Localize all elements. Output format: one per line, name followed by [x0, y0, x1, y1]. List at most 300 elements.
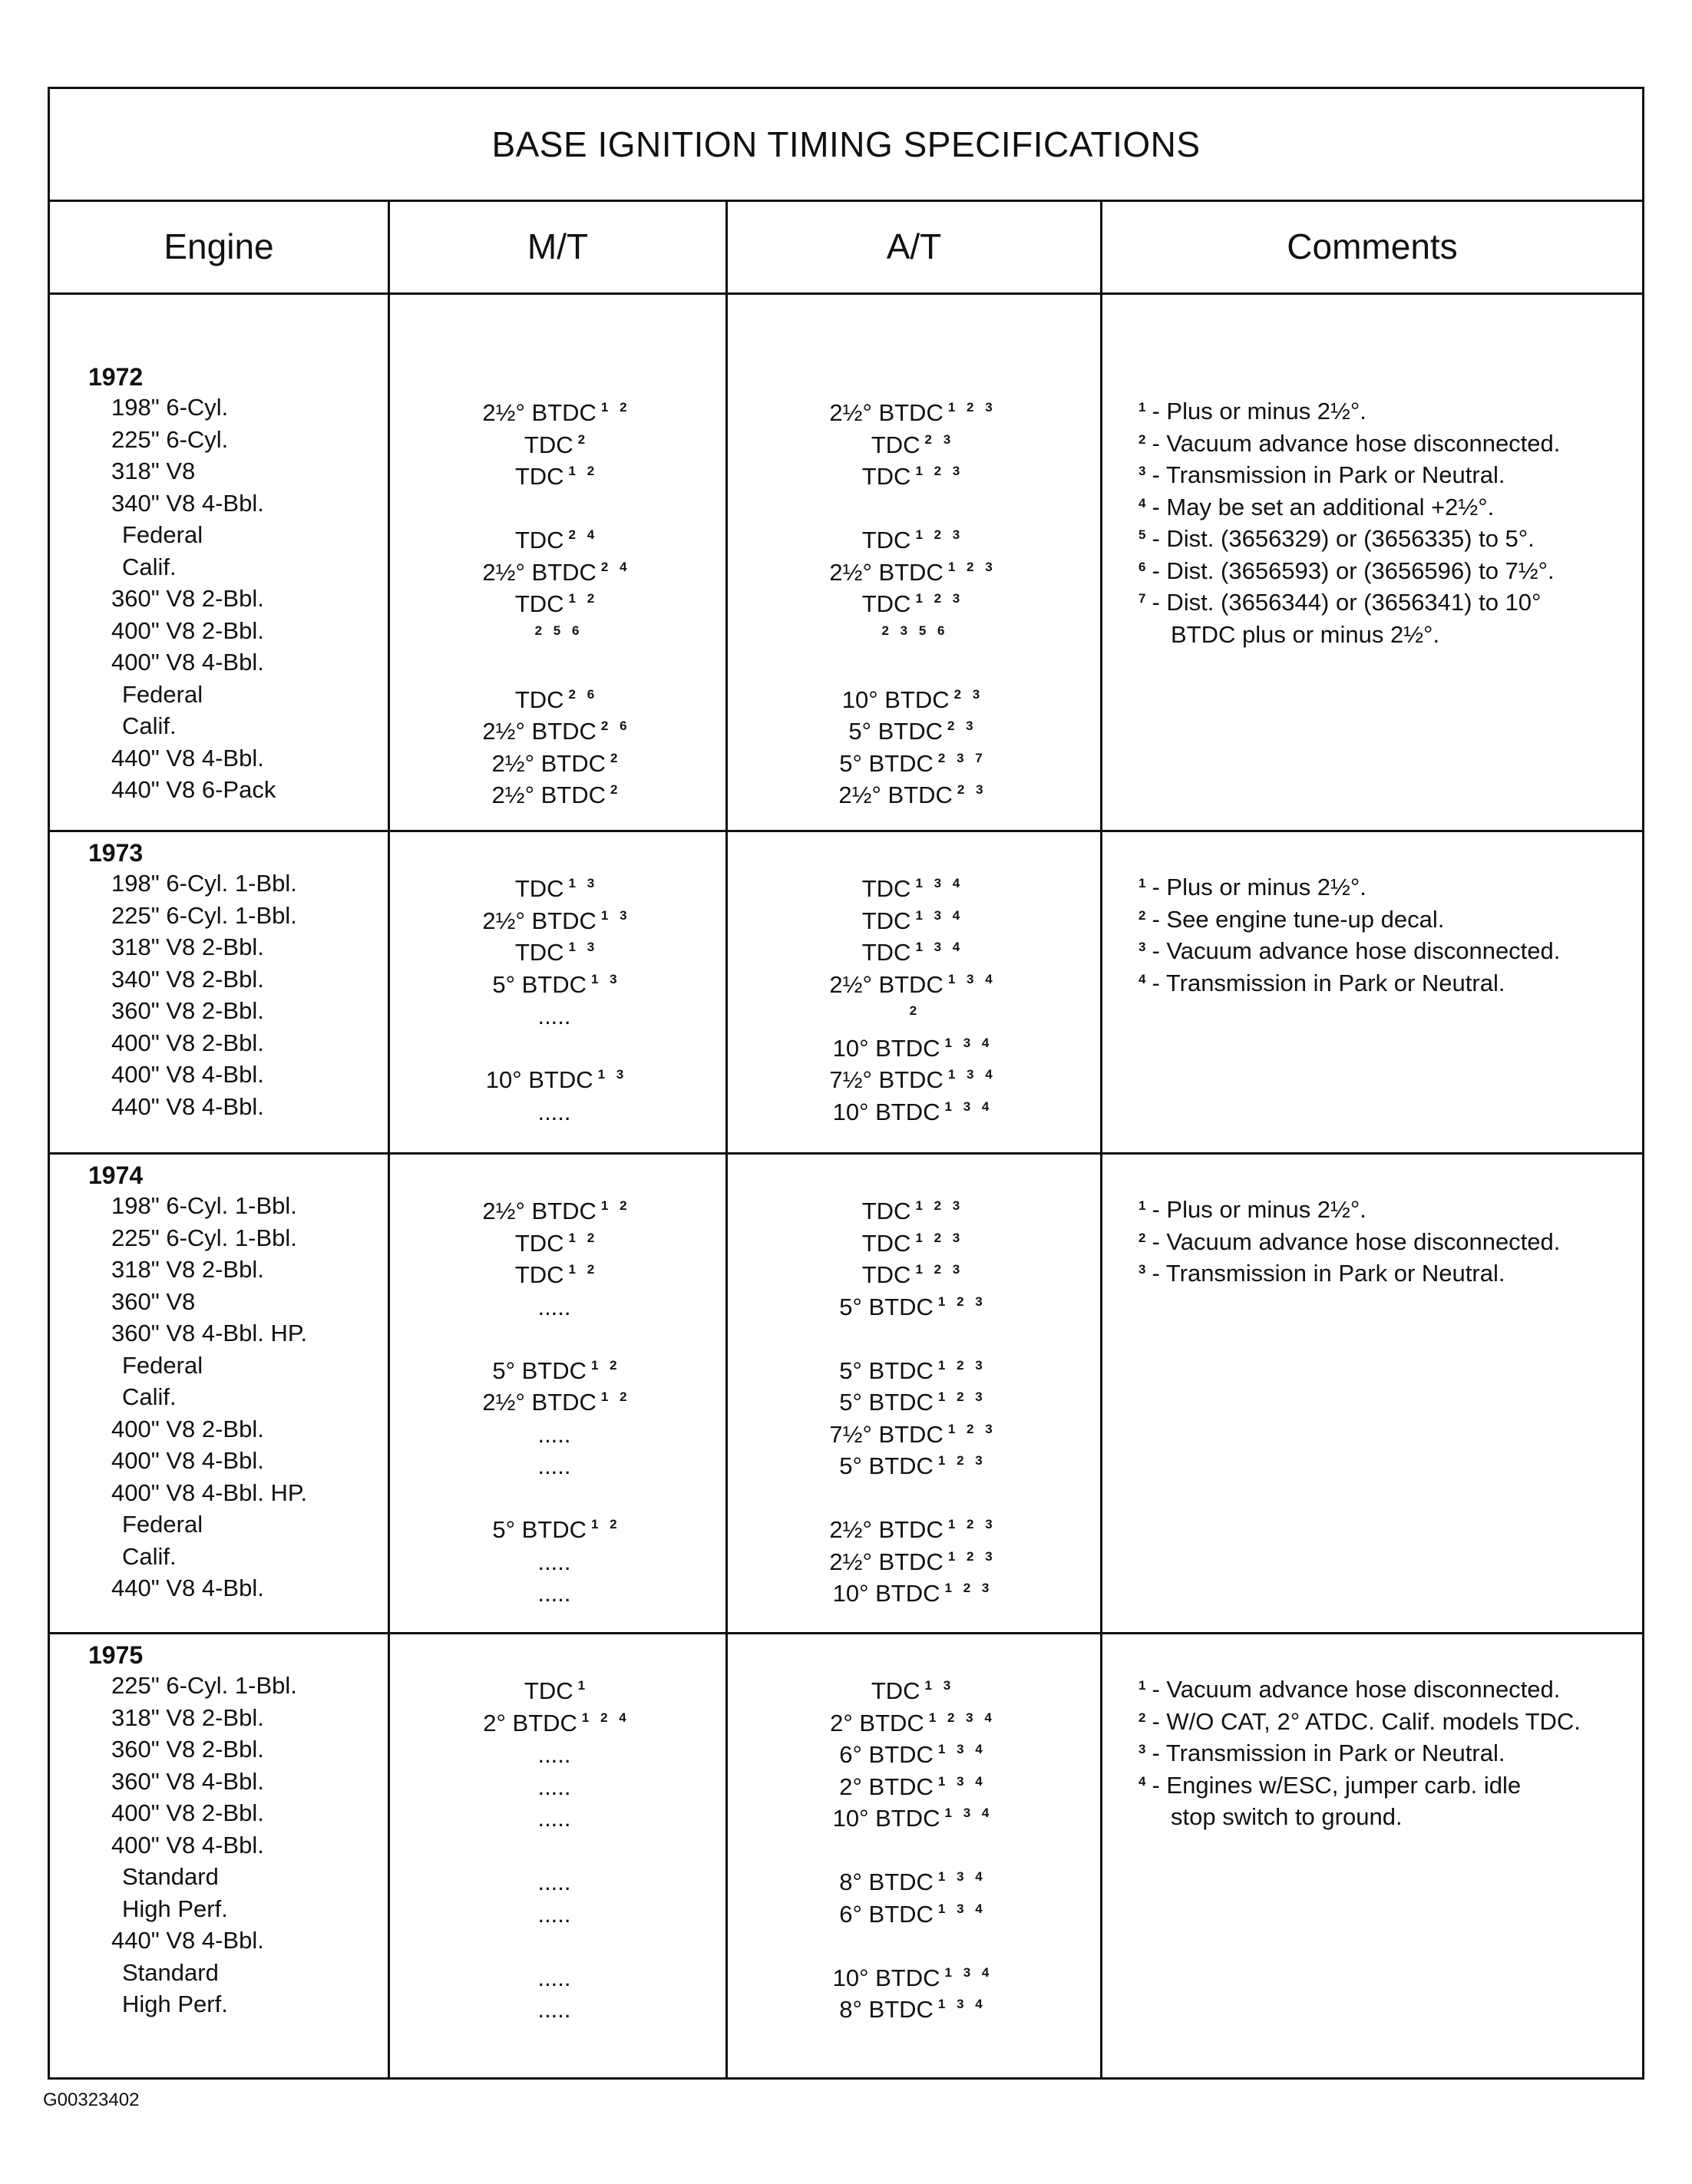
comment-number: 1: [1138, 1678, 1146, 1693]
comment-text: - Transmission in Park or Neutral.: [1152, 461, 1505, 488]
comment-text: - Dist. (3656329) or (3656335) to 5°.: [1152, 525, 1535, 552]
mt-timing: .....: [537, 1548, 571, 1575]
mt-footnote-refs: 1 3: [600, 907, 631, 923]
mt-timing: TDC: [514, 1261, 564, 1288]
mt-value: [388, 1382, 725, 1416]
engine-name: 400" V8 4-Bbl.: [111, 649, 264, 676]
engine-name: 318" V8 2-Bbl.: [111, 1256, 264, 1283]
at-footnote-refs: 1 3: [924, 1678, 955, 1693]
mt-timing: 2½° BTDC: [491, 749, 606, 777]
comment-number: 3: [1138, 1262, 1146, 1277]
mt-value: [388, 1958, 725, 1991]
at-footnote-refs: 1 2 3: [915, 464, 964, 478]
at-timing: 5° BTDC: [839, 1389, 934, 1416]
comment-line: [1138, 1734, 1505, 1765]
comment-line: [1138, 1703, 1581, 1733]
at-timing: TDC: [861, 875, 911, 902]
mt-value: [388, 996, 725, 1029]
at-footnote-refs: 1 2 3: [944, 1581, 993, 1595]
engine-name: High Perf.: [122, 1991, 228, 2017]
at-timing: 2½° BTDC: [829, 558, 943, 586]
mt-footnote-refs: 1 2: [568, 464, 599, 478]
mt-value: [388, 1092, 725, 1125]
mt-value: [388, 1670, 725, 1704]
mt-timing: .....: [537, 1964, 571, 1991]
at-value: [725, 900, 1100, 934]
at-timing: 10° BTDC: [832, 1964, 940, 1991]
comment-text: - Plus or minus 2½°.: [1152, 398, 1366, 425]
comment-text: BTDC plus or minus 2½°.: [1171, 620, 1440, 648]
comment-text: - Transmission in Park or Neutral.: [1152, 1260, 1505, 1287]
comment-number: 4: [1138, 495, 1146, 510]
comment-text: - Vacuum advance hose disconnected.: [1152, 429, 1561, 457]
at-value: [725, 1059, 1100, 1093]
mt-timing: 2½° BTDC: [482, 399, 596, 426]
engine-name: 400" V8 4-Bbl.: [111, 1447, 264, 1474]
at-value: [725, 711, 1100, 745]
at-value: [725, 1798, 1100, 1832]
mt-value: [388, 1414, 725, 1448]
comment-line: [1138, 552, 1555, 583]
engine-name: 400" V8 4-Bbl.: [111, 1831, 264, 1859]
comment-number: 2: [1138, 1710, 1146, 1725]
mt-timing: .....: [537, 1003, 571, 1029]
at-timing: 2½° BTDC: [838, 781, 953, 808]
comment-line: [1138, 1766, 1521, 1797]
mt-value: [388, 392, 725, 426]
figure-code: G00323402: [43, 2090, 140, 2110]
mt-footnote-refs: 1 2: [568, 591, 599, 606]
section-divider: [50, 830, 1642, 832]
mt-value: [388, 1541, 725, 1575]
mt-footnote-refs: 2: [577, 431, 590, 447]
year-label: 1974: [88, 1161, 144, 1189]
comment-text: - Plus or minus 2½°.: [1152, 1196, 1366, 1223]
comment-text: - See engine tune-up decal.: [1152, 905, 1445, 933]
at-footnote-refs: 1 2 3: [937, 1453, 986, 1468]
at-footnote-refs: 1 3 4: [937, 1773, 986, 1789]
mt-footnote-refs: 2 6: [568, 686, 599, 702]
mt-timing: TDC: [524, 1677, 573, 1704]
mt-footnote-refs: 1 2: [591, 1357, 621, 1373]
at-value: [725, 1541, 1100, 1575]
mt-value: [388, 488, 725, 519]
specifications-table: [48, 87, 1644, 2080]
mt-timing: .....: [537, 1293, 571, 1320]
mt-value: [388, 1894, 725, 1928]
mt-footnote-refs: 1 2: [600, 1198, 631, 1213]
engine-name: 225" 6-Cyl. 1-Bbl.: [111, 1224, 297, 1251]
at-timing: 2½° BTDC: [829, 970, 943, 998]
at-value: [725, 1382, 1100, 1416]
at-footnote-refs: 1 2 3: [937, 1357, 986, 1373]
engine-name: 440" V8 6-Pack: [111, 776, 276, 803]
at-timing: TDC: [861, 590, 911, 617]
at-timing: 6° BTDC: [839, 1900, 934, 1928]
mt-timing: .....: [537, 1580, 571, 1607]
mt-timing: 2½° BTDC: [482, 1198, 596, 1224]
mt-value: [388, 1254, 725, 1288]
at-footnote-refs: 1 3 4: [947, 971, 996, 986]
mt-value: [388, 1925, 725, 1956]
mt-value: [388, 900, 725, 934]
at-timing: 5° BTDC: [839, 1356, 934, 1384]
comment-number: 1: [1138, 1198, 1146, 1213]
at-timing: 6° BTDC: [839, 1741, 934, 1768]
mt-timing: 2½° BTDC: [491, 781, 606, 808]
at-value: [725, 1573, 1100, 1607]
at-timing: TDC: [861, 463, 911, 490]
mt-footnote-refs: 2 4: [600, 559, 631, 574]
at-footnote-refs: 1 2 3: [937, 1294, 986, 1309]
comment-line: [1138, 868, 1366, 899]
at-footnote-refs: 2 3: [957, 782, 987, 797]
comment-text: - W/O CAT, 2° ATDC. Calif. models TDC.: [1152, 1707, 1581, 1735]
at-timing: 2½° BTDC: [829, 1548, 943, 1575]
at-footnote-refs: 1 3 4: [915, 907, 964, 923]
at-value: [725, 775, 1100, 808]
at-timing: 10° BTDC: [832, 1805, 940, 1832]
mt-value: [388, 1059, 725, 1093]
at-timing: 5° BTDC: [839, 749, 934, 777]
mt-timing: .....: [537, 1741, 571, 1768]
at-value: [725, 583, 1100, 617]
at-value: [725, 1191, 1100, 1224]
mt-value: [388, 583, 725, 617]
mt-value: [388, 1766, 725, 1800]
mt-timing: 2½° BTDC: [482, 907, 596, 934]
mt-timing: .....: [537, 1900, 571, 1928]
mt-value: [388, 425, 725, 458]
mt-value: [388, 552, 725, 586]
engine-name: 360" V8: [111, 1287, 196, 1315]
at-value: [725, 679, 1100, 713]
at-footnote-refs: 1 2 3: [947, 400, 996, 415]
engine-name: 400" V8 2-Bbl.: [111, 1799, 264, 1826]
engine-name: Federal: [122, 680, 203, 708]
comment-text: - Plus or minus 2½°.: [1152, 874, 1366, 900]
mt-footnote-refs: 2: [610, 750, 622, 765]
at-value: [725, 1028, 1100, 1062]
mt-value: [388, 679, 725, 713]
at-timing: TDC: [871, 431, 920, 458]
comment-text: - Vacuum advance hose disconnected.: [1152, 1676, 1561, 1703]
at-value: [725, 1703, 1100, 1736]
at-footnote-refs: 1 2 3: [915, 1262, 964, 1277]
mt-footnote-refs: 2 5 6: [534, 623, 583, 638]
at-timing: 10° BTDC: [832, 1098, 940, 1125]
at-footnote-refs: 1 2 3: [915, 1198, 964, 1213]
at-value: [725, 1830, 1100, 1861]
at-footnote-refs: 1 2 3: [947, 1421, 996, 1436]
at-timing: TDC: [861, 1261, 911, 1288]
at-value: [725, 1894, 1100, 1928]
at-footnote-refs: 1 2 3: [915, 591, 964, 606]
mt-value: [388, 1318, 725, 1349]
comment-number: 1: [1138, 876, 1146, 890]
at-footnote-refs: 1 2 3: [915, 527, 964, 542]
at-value: [725, 1223, 1100, 1257]
mt-timing: 5° BTDC: [492, 1356, 587, 1384]
at-footnote-refs: 1 2 3: [915, 1230, 964, 1245]
at-value: [725, 1414, 1100, 1448]
mt-timing: .....: [537, 1098, 571, 1125]
at-value: [725, 552, 1100, 586]
at-value: [725, 425, 1100, 458]
mt-value: [388, 1509, 725, 1543]
mt-timing: 10° BTDC: [485, 1066, 593, 1093]
comment-line: [1138, 1191, 1366, 1221]
engine-name: 360" V8 4-Bbl. HP.: [111, 1320, 308, 1346]
comment-text: - Dist. (3656593) or (3656596) to 7½°.: [1152, 557, 1555, 584]
mt-timing: .....: [537, 1420, 571, 1448]
engine-name: 340" V8 2-Bbl.: [111, 965, 264, 993]
mt-value: [388, 775, 725, 808]
mt-value: [388, 520, 725, 553]
table-title: BASE IGNITION TIMING SPECIFICATIONS: [50, 89, 1642, 202]
mt-value: [388, 1478, 725, 1508]
mt-timing: 5° BTDC: [492, 1516, 587, 1543]
at-value: [725, 743, 1100, 777]
at-footnote-refs: 1 3 4: [944, 1806, 993, 1820]
header-engine: Engine: [164, 226, 274, 266]
mt-timing: .....: [537, 1868, 571, 1895]
at-timing: 7½° BTDC: [829, 1066, 943, 1093]
mt-value: [388, 1862, 725, 1895]
mt-value: [388, 1223, 725, 1257]
mt-timing: 2½° BTDC: [482, 718, 596, 745]
comment-number: 2: [1138, 1230, 1146, 1245]
mt-value: [388, 616, 725, 646]
at-timing: 7½° BTDC: [829, 1420, 943, 1448]
engine-name: 225" 6-Cyl. 1-Bbl.: [111, 901, 297, 929]
engine-name: 440" V8 4-Bbl.: [111, 744, 264, 772]
at-value: [725, 932, 1100, 966]
engine-name: Calif.: [122, 1542, 177, 1570]
at-timing: TDC: [871, 1677, 920, 1704]
comment-line: [1138, 488, 1494, 519]
comment-line: [1138, 932, 1560, 963]
at-timing: TDC: [861, 907, 911, 934]
mt-footnote-refs: 2 6: [600, 719, 631, 733]
mt-value: [388, 456, 725, 490]
engine-name: 400" V8 2-Bbl.: [111, 1029, 264, 1056]
section-divider: [50, 1632, 1642, 1634]
at-timing: 5° BTDC: [839, 1293, 934, 1320]
mt-value: [388, 1191, 725, 1224]
mt-footnote-refs: 1 3: [597, 1067, 628, 1082]
comment-number: 3: [1138, 940, 1146, 954]
mt-timing: TDC: [514, 527, 564, 553]
mt-timing: .....: [537, 1773, 571, 1800]
at-timing: 8° BTDC: [839, 1996, 934, 2023]
mt-timing: TDC: [514, 590, 564, 617]
at-value: [725, 1925, 1100, 1956]
comment-line: [1138, 900, 1444, 931]
at-footnote-refs: 1 2 3: [937, 1389, 986, 1404]
at-value: [725, 1446, 1100, 1479]
at-value: [725, 1509, 1100, 1543]
at-footnote-refs: 2: [909, 1003, 921, 1018]
column-divider: [1100, 200, 1102, 2077]
comment-text: stop switch to ground.: [1171, 1803, 1403, 1830]
mt-footnote-refs: 1 3: [568, 876, 599, 890]
mt-value: [388, 1573, 725, 1607]
mt-footnote-refs: 1 2: [600, 1389, 631, 1404]
mt-footnote-refs: 2: [610, 782, 622, 797]
at-footnote-refs: 1 3 4: [915, 876, 964, 890]
mt-footnote-refs: 1 2 4: [581, 1710, 630, 1725]
engine-name: 198" 6-Cyl. 1-Bbl.: [111, 870, 297, 897]
header-at: A/T: [886, 226, 942, 266]
comment-text: - Vacuum advance hose disconnected.: [1152, 937, 1561, 964]
at-footnote-refs: 2 3: [947, 719, 977, 733]
at-value: [725, 1766, 1100, 1800]
comment-line: [1138, 964, 1505, 995]
at-timing: 2° BTDC: [830, 1709, 924, 1736]
comment-number: 4: [1138, 971, 1146, 986]
year-label: 1973: [88, 839, 144, 867]
mt-value: [388, 647, 725, 678]
at-value: [725, 392, 1100, 426]
mt-timing: TDC: [514, 463, 564, 490]
engine-name: Federal: [122, 1351, 203, 1379]
mt-footnote-refs: 1 3: [591, 971, 621, 986]
mt-timing: 2½° BTDC: [482, 1389, 596, 1416]
at-value: [725, 1670, 1100, 1704]
engine-name: 440" V8 4-Bbl.: [111, 1927, 264, 1954]
at-timing: TDC: [861, 1198, 911, 1224]
engine-name: 400" V8 2-Bbl.: [111, 616, 264, 644]
mt-timing: TDC: [524, 431, 573, 458]
comment-number: 7: [1138, 591, 1146, 606]
mt-value: [388, 964, 725, 998]
comment-number: 3: [1138, 1742, 1146, 1756]
at-footnote-refs: 1 2 3 4: [928, 1710, 996, 1725]
mt-timing: 5° BTDC: [492, 970, 587, 998]
at-footnote-refs: 1 3 4: [915, 940, 964, 954]
mt-value: [388, 743, 725, 777]
mt-timing: 2½° BTDC: [482, 558, 596, 586]
mt-timing: TDC: [514, 875, 564, 902]
comment-line: [1138, 583, 1541, 614]
mt-footnote-refs: 2 4: [568, 527, 599, 542]
at-value: [725, 1862, 1100, 1895]
engine-name: 440" V8 4-Bbl.: [111, 1092, 264, 1120]
comment-text: - May be set an additional +2½°.: [1152, 493, 1495, 520]
engine-name: Calif.: [122, 1383, 177, 1410]
comment-number: 2: [1138, 907, 1146, 923]
at-footnote-refs: 2 3: [953, 686, 984, 702]
mt-value: [388, 1350, 725, 1384]
year-label: 1975: [88, 1641, 144, 1669]
header-comments: Comments: [1287, 226, 1458, 266]
engine-name: 318" V8 2-Bbl.: [111, 933, 264, 960]
at-value: [725, 1478, 1100, 1508]
at-value: [725, 616, 1100, 646]
comment-line: [1138, 425, 1560, 455]
at-footnote-refs: 1 2 3: [947, 1517, 996, 1531]
at-timing: 10° BTDC: [832, 1034, 940, 1062]
at-timing: 2½° BTDC: [829, 399, 943, 426]
engine-name: 400" V8 4-Bbl.: [111, 1061, 264, 1088]
header-divider: [50, 292, 1642, 295]
at-footnote-refs: 1 3 4: [937, 1869, 986, 1884]
engine-name: 318" V8: [111, 458, 196, 484]
at-value: [725, 456, 1100, 490]
engine-name: Calif.: [122, 712, 177, 739]
comment-number: 3: [1138, 464, 1146, 478]
engine-name: 360" V8 2-Bbl.: [111, 997, 264, 1024]
at-value: [725, 647, 1100, 678]
comment-line: [1138, 1670, 1560, 1701]
at-value: [725, 520, 1100, 553]
engine-name: 440" V8 4-Bbl.: [111, 1574, 264, 1601]
mt-footnote-refs: 1 2: [568, 1230, 599, 1245]
comment-line: [1138, 1223, 1560, 1254]
at-footnote-refs: 1 3 4: [937, 1901, 986, 1916]
at-value: [725, 996, 1100, 1026]
at-value: [725, 1958, 1100, 1991]
engine-name: 400" V8 4-Bbl. HP.: [111, 1479, 308, 1506]
at-timing: 2° BTDC: [839, 1773, 934, 1800]
mt-timing: TDC: [514, 939, 564, 966]
at-footnote-refs: 2 3 5 6: [881, 623, 949, 638]
at-footnote-refs: 1 3 4: [944, 1099, 993, 1114]
mt-timing: .....: [537, 1996, 571, 2023]
section-divider: [50, 1152, 1642, 1155]
engine-name: 400" V8 2-Bbl.: [111, 1415, 264, 1442]
comment-number: 2: [1138, 431, 1146, 447]
at-value: [725, 1287, 1100, 1320]
at-footnote-refs: 2 3 7: [937, 750, 986, 765]
at-footnote-refs: 1 3 4: [944, 1035, 993, 1050]
engine-name: Federal: [122, 521, 203, 548]
mt-footnote-refs: 1 2: [568, 1262, 599, 1277]
mt-footnote-refs: 1 2: [600, 400, 631, 415]
mt-value: [388, 1830, 725, 1861]
at-footnote-refs: 1 2 3: [947, 559, 996, 574]
comment-number: 5: [1138, 527, 1146, 542]
engine-name: Calif.: [122, 553, 177, 580]
engine-name: Federal: [122, 1511, 203, 1538]
mt-value: [388, 1446, 725, 1479]
comment-line: [1138, 456, 1505, 487]
at-timing: 10° BTDC: [841, 686, 950, 713]
at-value: [725, 1350, 1100, 1384]
comment-line: [1138, 392, 1366, 423]
engine-name: 225" 6-Cyl.: [111, 425, 229, 453]
mt-value: [388, 868, 725, 902]
comment-text: - Transmission in Park or Neutral.: [1152, 1740, 1505, 1766]
mt-value: [388, 1798, 725, 1832]
engine-name: High Perf.: [122, 1895, 228, 1922]
engine-name: Standard: [122, 1863, 219, 1890]
at-timing: TDC: [861, 527, 911, 553]
mt-value: [388, 1734, 725, 1768]
comment-line: [1165, 616, 1439, 646]
comment-line: [1165, 1798, 1403, 1829]
mt-timing: TDC: [514, 686, 564, 713]
comment-text: - Vacuum advance hose disconnected.: [1152, 1227, 1561, 1255]
comment-number: 6: [1138, 559, 1146, 574]
mt-value: [388, 932, 725, 966]
at-footnote-refs: 1 3 4: [937, 1997, 986, 2011]
at-value: [725, 1254, 1100, 1288]
mt-timing: .....: [537, 1452, 571, 1479]
comment-number: 4: [1138, 1773, 1146, 1789]
mt-value: [388, 1703, 725, 1736]
